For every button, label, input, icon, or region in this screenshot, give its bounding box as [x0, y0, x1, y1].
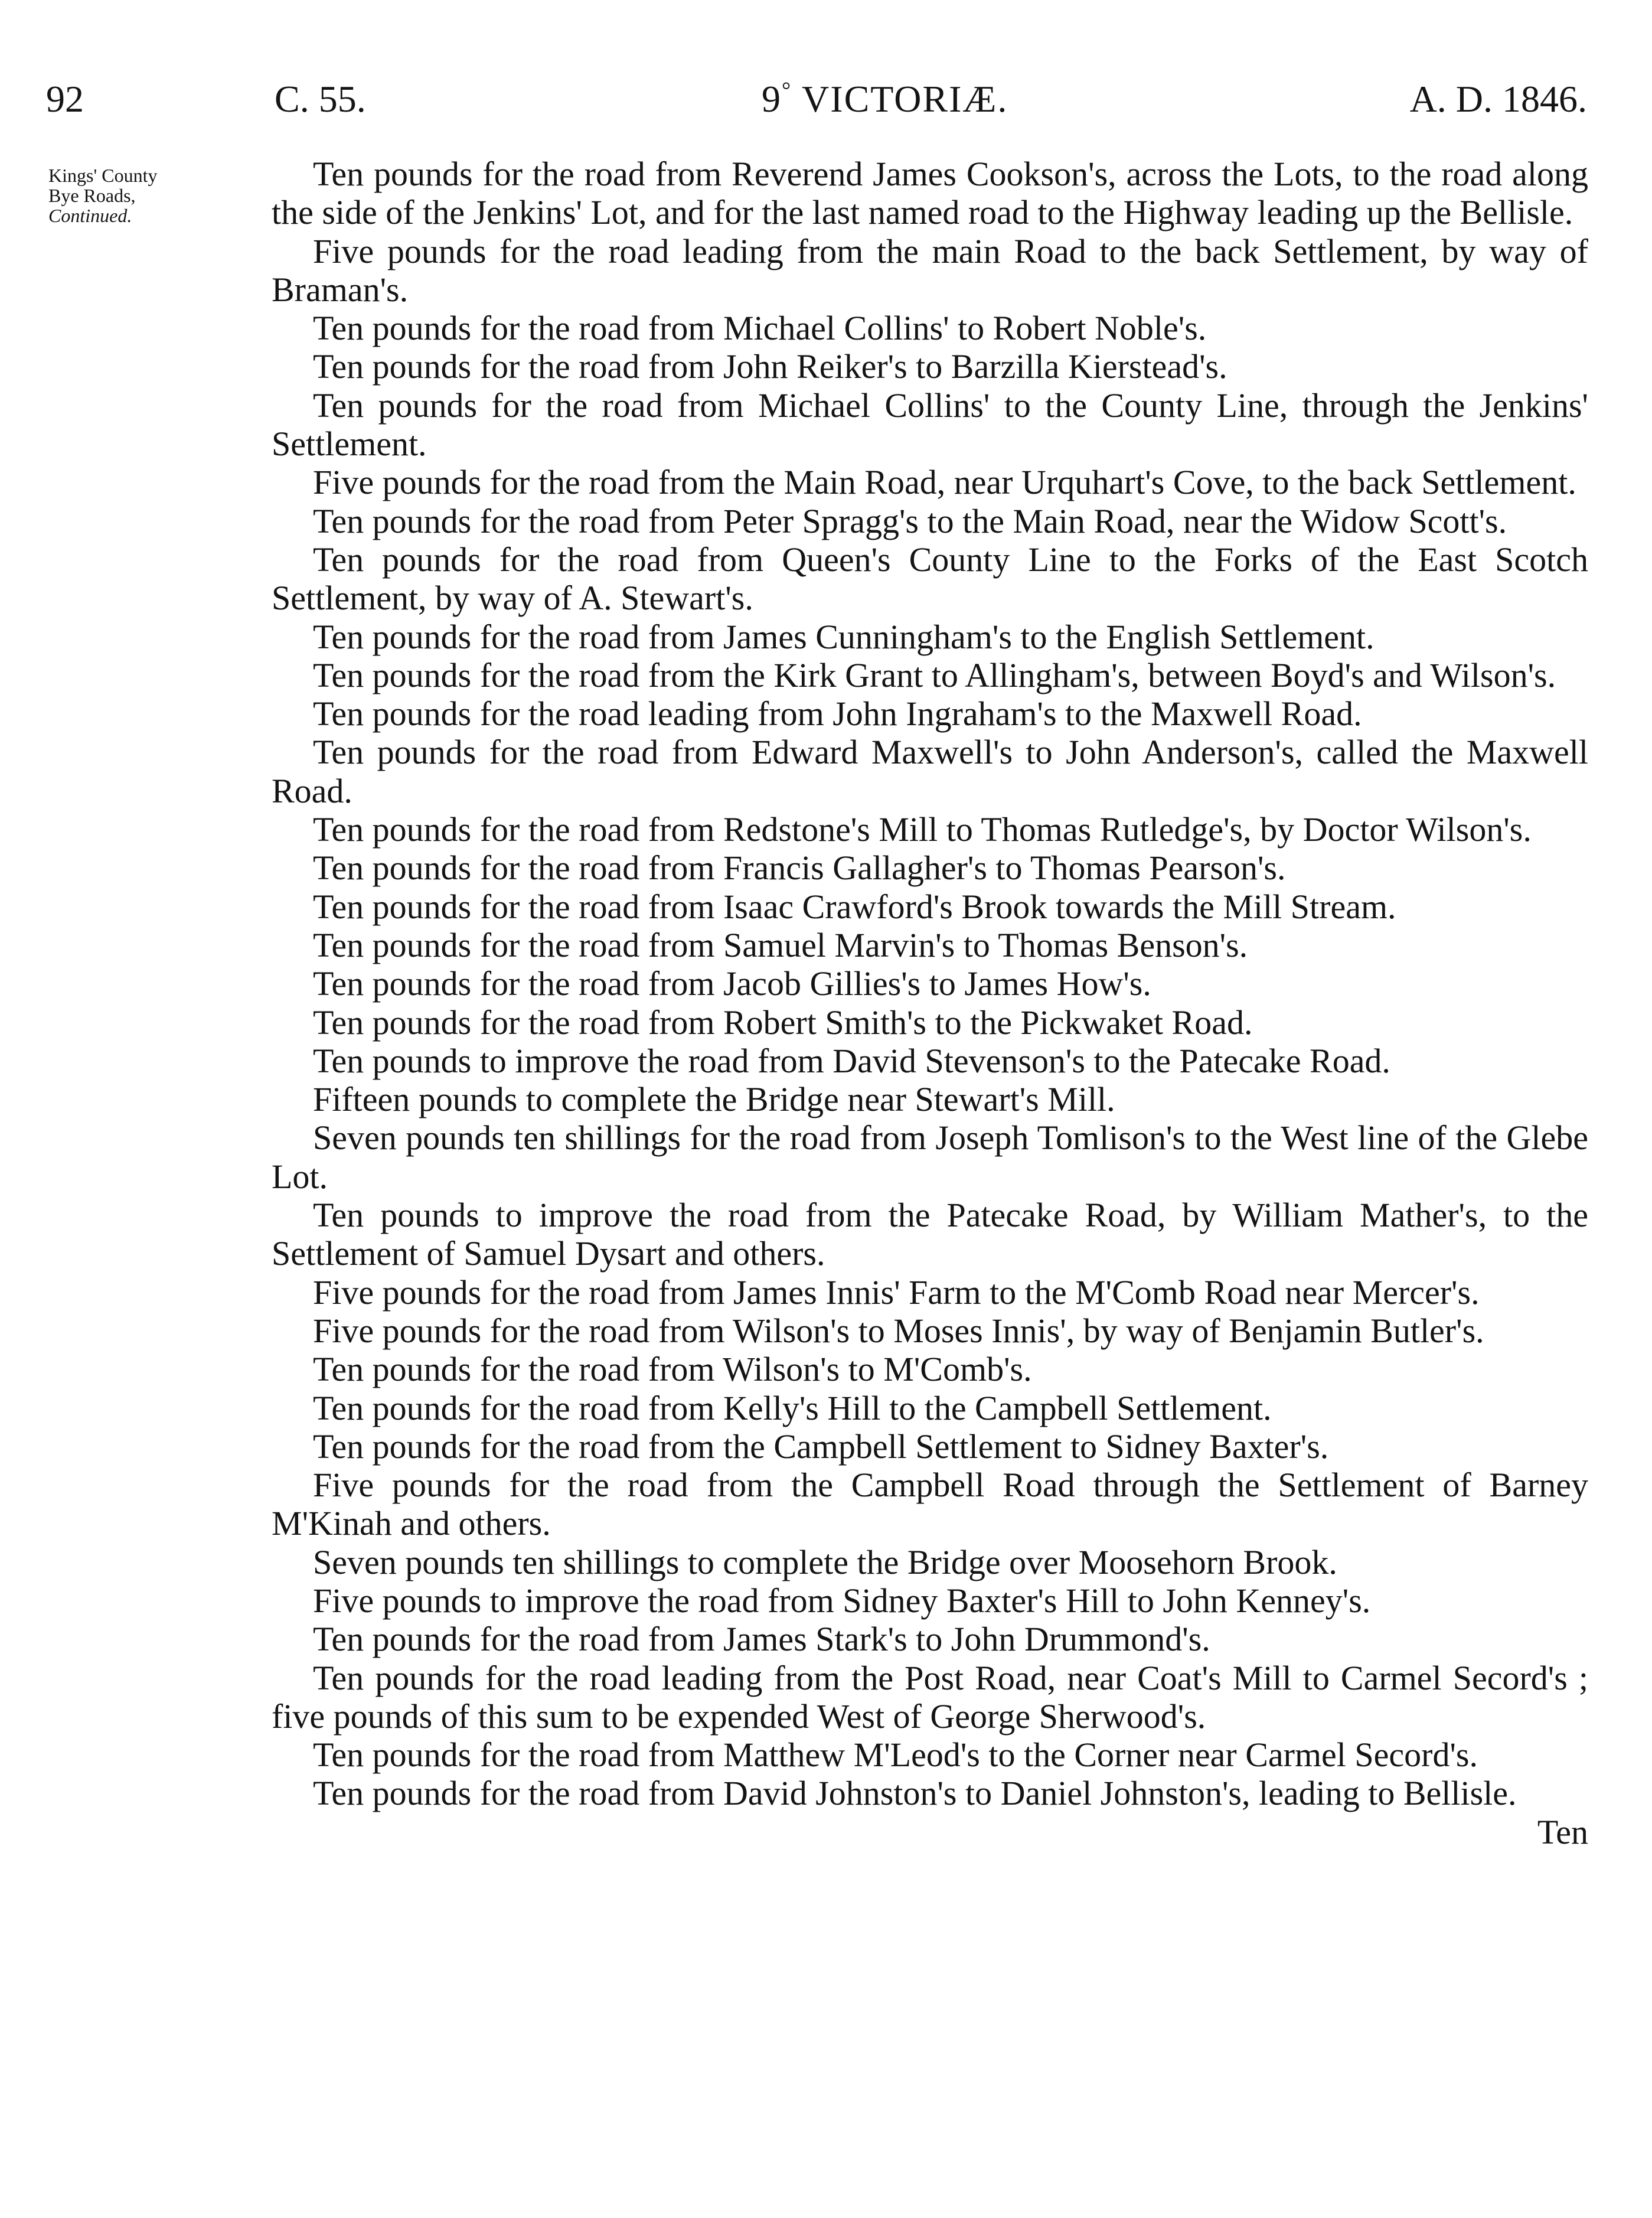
paragraph: Five pounds to improve the road from Sidney Baxter's Hill to John Kenney's. [313, 1581, 1371, 1620]
reign-ordinal-mark: ° [782, 78, 792, 103]
reign-number: 9 [762, 78, 782, 120]
margin-note [48, 165, 243, 226]
paragraph: Ten pounds for the road from John Reiker's to Barzilla Kierstead's. [313, 347, 1227, 386]
paragraph: Five pounds for the road leading from the main Road to the back Settlement, by way of Braman's. [272, 231, 1588, 309]
paragraph: Five pounds for the road from Wilson's to Moses Innis', by way of Benjamin Butler's. [313, 1311, 1484, 1350]
margin-note-line: Bye Roads, [48, 185, 136, 206]
paragraph: Ten pounds for the road leading from John Ingraham's to the Maxwell Road. [313, 694, 1362, 733]
paragraph: Five pounds for the road from the Main Road, near Urquhart's Cove, to the back Settlement. [313, 463, 1576, 502]
paragraph: Ten pounds for the road from Isaac Crawford's Brook towards the Mill Stream. [313, 887, 1396, 926]
chapter-number: C. 55. [275, 78, 366, 120]
running-header [0, 76, 1652, 123]
paragraph: Ten pounds for the road from Kelly's Hill to the Campbell Settlement. [313, 1388, 1272, 1427]
paragraph: Ten pounds for the road from David Johnston's to Daniel Johnston's, leading to Bellisle. [313, 1774, 1517, 1813]
body-text [272, 155, 1588, 1851]
paragraph: Ten pounds for the road from Wilson's to M'Comb's. [313, 1350, 1032, 1389]
paragraph: Five pounds for the road from James Innis' Farm to the M'Comb Road near Mercer's. [313, 1273, 1480, 1312]
paragraph: Seven pounds ten shillings for the road from Joseph Tomlison's to the West line of the Glebe Lot. [272, 1118, 1588, 1196]
paragraph: Ten pounds for the road from Francis Gallagher's to Thomas Pearson's. [313, 849, 1286, 888]
paragraph: Ten pounds for the road from Matthew M'Leod's to the Corner near Carmel Secord's. [313, 1736, 1478, 1775]
margin-note-line: Kings' County [48, 165, 158, 186]
paragraph: Five pounds for the road from the Campbell Road through the Settlement of Barney M'Kinah and others. [272, 1466, 1588, 1543]
paragraph: Ten pounds to improve the road from the Patecake Road, by William Mather's, to the Settlement of Samuel Dysart and others. [272, 1196, 1588, 1273]
paragraph: Ten pounds for the road leading from the Post Road, near Coat's Mill to Carmel Secord's ; five pounds of this sum to be expended West of George Sherwood's. [272, 1658, 1588, 1736]
margin-note-line: Continued. [48, 205, 132, 226]
paragraph: Ten pounds for the road from Edward Maxwell's to John Anderson's, called the Maxwell Road. [272, 733, 1588, 810]
reign-title [762, 76, 1008, 123]
page-number: 92 [46, 78, 84, 120]
paragraph: Ten pounds for the road from Michael Collins' to the County Line, through the Jenkins' Settlement. [272, 386, 1588, 464]
paragraph: Ten pounds for the road from James Cunningham's to the English Settlement. [313, 617, 1375, 656]
paragraph: Ten pounds to improve the road from David Stevenson's to the Patecake Road. [313, 1041, 1390, 1080]
paragraph: Ten pounds for the road from Samuel Marvin's to Thomas Benson's. [313, 925, 1248, 964]
paragraph: Seven pounds ten shillings to complete the Bridge over Moosehorn Brook. [313, 1542, 1337, 1581]
paragraph: Ten pounds for the road from Peter Spragg's to the Main Road, near the Widow Scott's. [313, 501, 1507, 540]
paragraph: Ten pounds for the road from the Kirk Grant to Allingham's, between Boyd's and Wilson's. [313, 655, 1556, 694]
catchword: Ten [1537, 1812, 1588, 1851]
paragraph: Ten pounds for the road from James Stark's to John Drummond's. [313, 1620, 1210, 1659]
paragraph: Ten pounds for the road from Redstone's Mill to Thomas Rutledge's, by Doctor Wilson's. [313, 810, 1532, 849]
paragraph: Ten pounds for the road from Michael Collins' to Robert Noble's. [313, 309, 1207, 348]
year: A. D. 1846. [1409, 78, 1587, 120]
paragraph: Ten pounds for the road from Jacob Gillies's to James How's. [313, 964, 1151, 1003]
paragraph: Ten pounds for the road from Queen's County Line to the Forks of the East Scotch Settlement, by way of A. Stewart's. [272, 540, 1588, 618]
paragraph: Ten pounds for the road from Robert Smith's to the Pickwaket Road. [313, 1003, 1253, 1042]
paragraph: Ten pounds for the road from the Campbell Settlement to Sidney Baxter's. [313, 1427, 1329, 1466]
reign-name: VICTORIÆ. [802, 78, 1008, 120]
paragraph: Ten pounds for the road from Reverend James Cookson's, across the Lots, to the road along the side of the Jenkins' Lot, and for the last named road to the Highway leading up the Bellisle. [272, 155, 1588, 232]
paragraph: Fifteen pounds to complete the Bridge near Stewart's Mill. [313, 1080, 1115, 1119]
